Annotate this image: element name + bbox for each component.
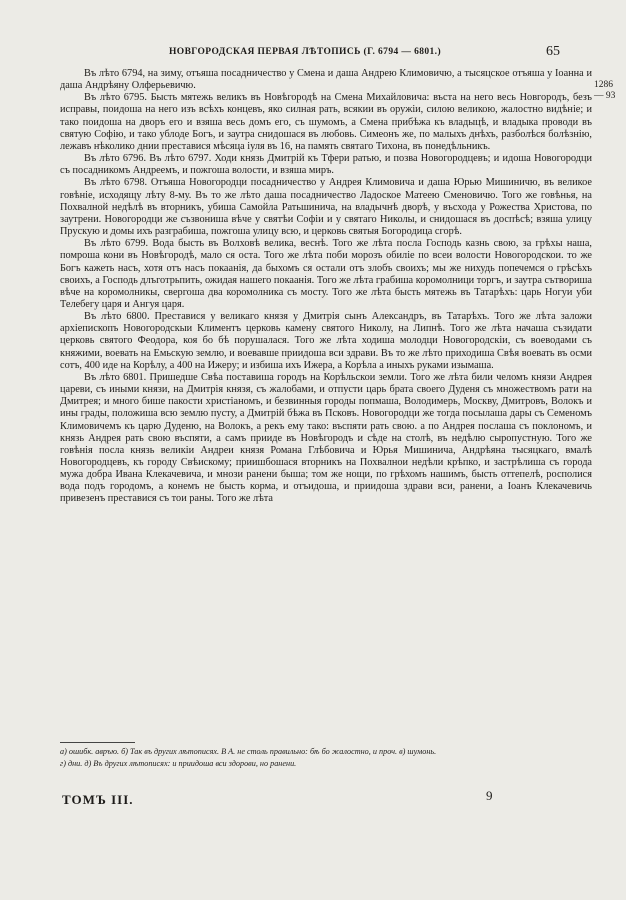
paragraph-6795: Въ лѣто 6795. Бысть мятежь великъ въ Новѣгородѣ на Смена Михайловича: въста на него весь Новгородъ, безъ исправы, поидоша на него изъ всѣхъ концевъ, яко силная рать, всякии въ оружіи, силою великою, жалостно видѣніе; и тако поидоша на дворъ его и взяша весь домъ его, съ шумомъ, а Смена прибѣжа къ владыцѣ, и владыка проводи въ святую Софію, и тако ублоде Богъ, и заутра снидошася въ любовь. Симеонъ же, по малыхъ днѣхъ, разболѣся болѣзнію, лежавъ нѣколико днии преставися мѣсяца іуля въ 16, на память святаго Тихона, въ понедѣльникъ.	[60, 92, 592, 152]
paragraph-6796-6797: Въ лѣто 6796. Въ лѣто 6797. Ходи князь Дмитрій къ Тфери ратью, и позва Новогородцевъ; и идоша Новогородци съ посадникомъ Андреемъ, и пожгоша волости, и взяша миръ.	[60, 153, 592, 177]
page-header-title: НОВГОРОДСКАЯ ПЕРВАЯ ЛѢТОПИСЬ (Г. 6794 — 6801.)	[168, 47, 442, 57]
paragraph-6801: Въ лѣто 6801. Пришедше Свѣа поставиша городъ на Корѣльскои земли. Того же лѣта били челомъ князи Андрея цареви, съ иными князи, на Дмитрія князя, съ жалобами, и отпусти царь брата своего Дуденя съ множествомъ рати на Дмитрея; и много бише пакости христіаномъ, и безвинныя городы попмаша, Володимерь, Москву, Дмитровъ, Волокъ и ины грады, положиша всю землю пусту, а Дмитрій бѣжа въ Псковъ. Новогородци же тогда посылаша дары съ Семеномъ Климовичемъ къ царю Дуденю, на Волокъ, а рекъ ему тако: въспяти рать свою. а по Андрея послаша съ поклономъ, и князь Андрея рать свою въспяти, а самъ прииде въ Новѣгородъ и сѣде на столѣ, въ недѣлю сыропустную. Того же говѣнія посла князь великіи Андреи князя Романа Глѣбовича и Юрья Мишинича, Андрѣяна тысяцкаго, вмалѣ Новогородцевъ, къ городу Свѣискому; приишбошася вторникъ на Похвалнои недѣли крѣпко, и застрѣлиша съ города мужа добра Ивана Клекачевича, и мнози ранени быша; том же нощи, по грѣхомъ нашимъ, бысть оттепелѣ, росполися вода подъ городомъ, а конемъ не бысть корма, и отъидоша, и приидоша здрави вси, ранени, а Іоанъ Клекачевичь привезенъ преставися съ тои раны. Того же лѣта	[60, 371, 592, 505]
footnotes	[60, 746, 592, 769]
chronicle-text	[60, 68, 592, 506]
paragraph-6794: Въ лѣто 6794, на зиму, отъяша посадничество у Смена и даша Андрею Климовичю, а тысяцское отъяша у Іоанна и даша Андрѣяну Олферьевичю.	[60, 68, 592, 92]
paragraph-6798: Въ лѣто 6798. Отъяша Новогородци посадничество у Андрея Климовича и даша Юрью Мишиничю, въ великое говѣніе, исходящу лѣту 8-му. Въ то же лѣто даша посадничество Ладоское Матеею Сменовичю. Того же говѣнья, на Похвалной недѣлѣ въ вторникъ, убиша Самойла Ратьшинича, на владычнѣ дворѣ, у въсхода у Рожества Христова, по заутрени. Новогородци же съзвониша вѣче у святѣи Софіи и у святаго Николы, и снидошася въ доспѣсѣ; взяша улицу Прускую и домы ихъ разграбиша, пожгоша улицу всю, и церковь святыя Богородица сгорѣ.	[60, 177, 592, 238]
margin-year-top: 1286	[594, 80, 613, 90]
signature-mark: 9	[486, 788, 493, 803]
footnote-line: г) дни. д) Въ других лѣтописях: и приидоша вси здорови, но ранени.	[60, 758, 297, 768]
page-number: 65	[546, 44, 560, 59]
paragraph-6800: Въ лѣто 6800. Преставися у великаго князя у Дмитрія сынъ Александръ, въ Татарѣхъ. Того же лѣта заложи архіепископъ Новогородскыи Климентъ церковь камену святого Николу, на Липнѣ. Того же лѣта начаша съзидати церковь святого Феодора, коя бо бѣ порушалася. Того же лѣта ходиша молодци Новогородскіи, съ воеводами съ княжими, воевать на Емьскую землю, и воевавше приидоша вси здрави. Въ то же лѣто приходиша Свѣя воевать въ осми сотъ, 400 иде на Корѣлу, а 400 на Ижеру; и избиша ихъ Ижера, а Корѣла а иныхъ руками изымаша.	[60, 311, 592, 371]
volume-label: ТОМЪ III.	[62, 792, 134, 807]
paragraph-6799: Въ лѣто 6799. Вода бысть въ Волховѣ велика, веснѣ. Того же лѣта посла Господь казнь свою, за грѣхы наша, помроша кони въ Новѣгородѣ, мало ся оста. Того же лѣта поби морозъ обиліе по всеи волости Новогородскои. то же Богъ кажеть насъ, хотя отъ насъ покаанія, да быхомъ ся остали отъ злобъ своихъ; мы же нихудь попечемся о грѣсѣхъ своихъ, а Господь длъготрьпить, ожидая нашего покаанія. Того же лѣта грабиша коромолници торгъ, и заутра сътвориша вѣче на коромолникы, свергоша два коромолника съ мосту. Того же лѣта бысть мятежь въ Татарѣхъ: царь Ногуи уби Телебегу царя и Ангуя царя.	[60, 238, 592, 310]
margin-year-bottom: — 93	[594, 91, 616, 101]
footnote-line: а) ошибк. авръю. б) Так въ других лѣтописях. В А. не столь правильно: бѣ бо жалостно, и проч. в) шумонь.	[60, 747, 437, 756]
footnote-divider	[60, 742, 135, 743]
